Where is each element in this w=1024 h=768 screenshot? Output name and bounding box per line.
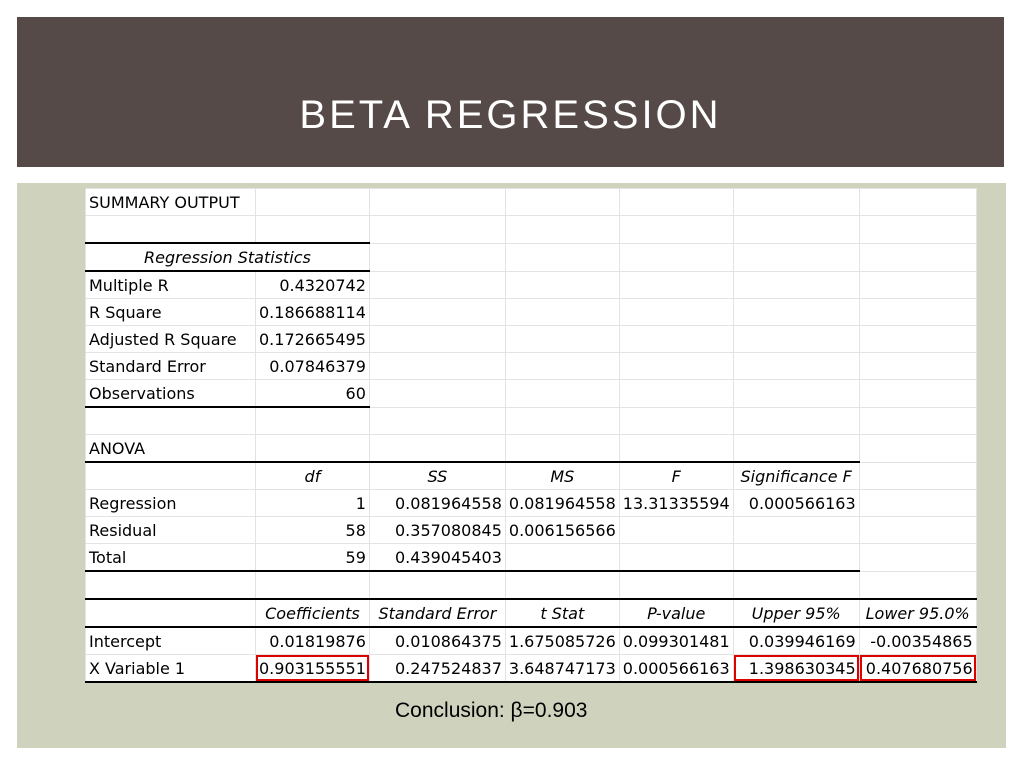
t-stat-value: 1.675085726 [505,627,619,655]
highlighted-lower-95-value: 0.407680756 [859,655,976,683]
conclusion-text: Conclusion: β=0.903 [395,699,588,722]
column-header: Coefficients [256,599,370,627]
column-header: Upper 95% [733,599,859,627]
p-value: 0.099301481 [619,627,733,655]
table-row [86,490,977,517]
column-header: t Stat [505,599,619,627]
row-blank [86,571,977,599]
summary-output-label: SUMMARY OUTPUT [86,189,256,216]
anova-df: 1 [256,490,370,517]
stat-value: 0.4320742 [256,271,370,299]
anova-ss: 0.357080845 [369,517,505,544]
regression-statistics-heading: Regression Statistics [86,243,370,271]
row-blank [86,407,977,435]
table-row [86,544,977,572]
stat-value: 0.07846379 [256,353,370,380]
stat-label: Observations [86,380,256,408]
anova-ms: 0.006156566 [505,517,619,544]
anova-row-label: Residual [86,517,256,544]
stat-label: Standard Error [86,353,256,380]
highlighted-upper-95-value: 1.398630345 [733,655,859,683]
stat-value: 0.186688114 [256,299,370,326]
stat-label: Multiple R [86,271,256,299]
row-coefficients-header [86,599,977,627]
column-header: Lower 95.0% [859,599,976,627]
column-header: df [256,462,370,490]
column-header: F [619,462,733,490]
stat-value: 60 [256,380,370,408]
t-stat-value: 3.648747173 [505,655,619,683]
anova-df: 59 [256,544,370,572]
lower-95-value: -0.00354865 [859,627,976,655]
column-header: Significance F [733,462,859,490]
p-value: 0.000566163 [619,655,733,683]
column-header: Standard Error [369,599,505,627]
table-row [86,517,977,544]
regression-output-table [85,188,977,683]
stat-label: R Square [86,299,256,326]
row-anova [86,435,977,463]
coefficient-value: 0.01819876 [256,627,370,655]
row-anova-header [86,462,977,490]
column-header: SS [369,462,505,490]
anova-ss: 0.439045403 [369,544,505,572]
stat-label: Adjusted R Square [86,326,256,353]
row-summary [86,189,977,216]
anova-row-label: Total [86,544,256,572]
standard-error-value: 0.247524837 [369,655,505,683]
anova-label: ANOVA [86,435,256,463]
coef-row-label: Intercept [86,627,256,655]
anova-f: 13.31335594 [619,490,733,517]
table-row [86,299,977,326]
stat-value: 0.172665495 [256,326,370,353]
anova-ss: 0.081964558 [369,490,505,517]
table-row [86,353,977,380]
table-row [86,326,977,353]
standard-error-value: 0.010864375 [369,627,505,655]
table-row [86,627,977,655]
upper-95-value: 0.039946169 [733,627,859,655]
table-row [86,380,977,408]
row-regression-statistics-header [86,243,977,271]
row-blank [86,216,977,244]
table-row [86,271,977,299]
anova-df: 58 [256,517,370,544]
highlighted-beta-coefficient: 0.903155551 [256,655,370,683]
coef-row-label: X Variable 1 [86,655,256,683]
column-header: P-value [619,599,733,627]
anova-row-label: Regression [86,490,256,517]
table-row [86,655,977,683]
anova-significance-f: 0.000566163 [733,490,859,517]
title-bar [17,17,1004,167]
column-header: MS [505,462,619,490]
slide-title: BETA REGRESSION [299,93,722,137]
anova-ms: 0.081964558 [505,490,619,517]
